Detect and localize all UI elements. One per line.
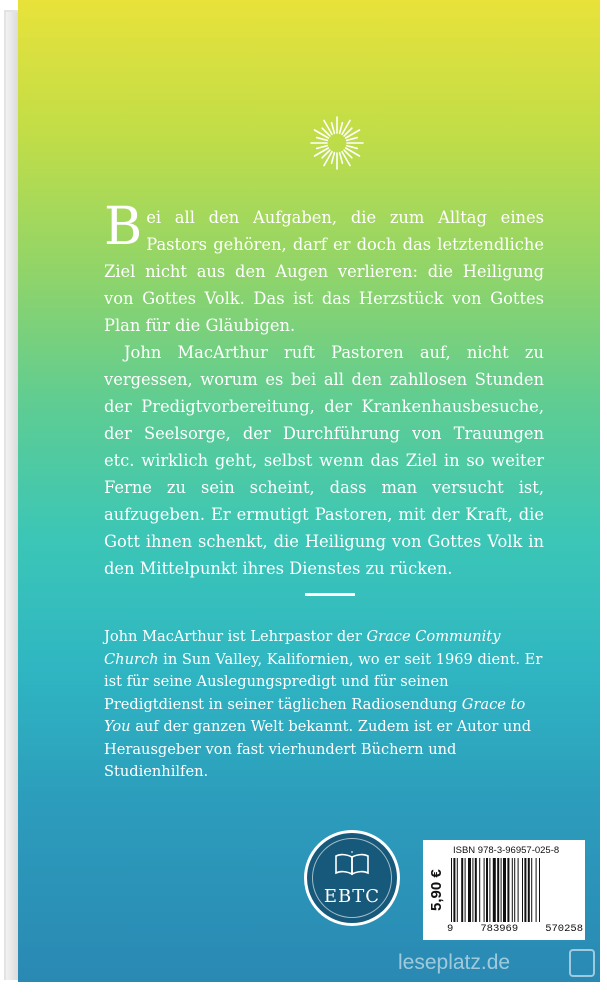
- drop-cap: B: [104, 197, 143, 257]
- section-divider: [305, 593, 355, 596]
- blurb-paragraph-1: [104, 197, 544, 339]
- barcode-box: [423, 840, 585, 940]
- book-back-cover: [18, 0, 600, 982]
- barcode-bars: [451, 858, 579, 922]
- sunburst-icon: [309, 115, 365, 171]
- bio-church-name: Grace Community Church: [104, 628, 501, 668]
- barcode-digit-group-2: 783969: [480, 923, 519, 935]
- book-watermark-icon: [569, 949, 595, 977]
- isbn-label: ISBN 978-3-96957-025-8: [453, 845, 560, 856]
- publisher-logo: [304, 830, 400, 926]
- barcode-digit-group-1: 9: [447, 923, 454, 935]
- bio-part-1: John MacArthur ist Lehrpastor der: [104, 628, 367, 645]
- barcode-digit-group-3: 570258: [545, 923, 583, 935]
- blurb-paragraph-2: John MacArthur ruft Pastoren auf, nicht zu vergessen, worum es bei all den zahllosen Stunden der Predigtvorbereitung, der Krankenhausbesuche, der Seelsorge, der Durchführung von Trauungen etc. wirklich geht, selbst wenn das Ziel in so weiter Ferne zu sein scheint, dass man versucht ist, aufzugeben. Er ermutigt Pastoren, mit der Kraft, die Gott ihnen schenkt, die Heiligung von Gottes Volk in den Mittelpunkt ihres Dienstes zu rücken.: [104, 343, 544, 578]
- barcode-digits: [447, 923, 583, 935]
- watermark-text: leseplatz.de: [398, 951, 511, 974]
- bio-part-2: in Sun Valley, Kalifornien, wo er seit 1969 dient. Er ist für seine Auslegungspredigt und für seinen Predigtdienst in seiner täglichen Radiosendung: [104, 650, 543, 713]
- open-book-icon: [334, 851, 370, 879]
- author-bio: [104, 626, 549, 784]
- bio-part-3: auf der ganzen Welt bekannt. Zudem ist er Autor und Herausgeber von fast vierhundert Büchern und Studienhilfen.: [104, 718, 532, 780]
- blurb-text: [104, 197, 544, 582]
- bio-radio-name: Grace to You: [104, 695, 526, 735]
- blurb-paragraph-1-text: ei all den Aufgaben, die zum Alltag eines Pastors gehören, darf er doch das letztendliche Ziel nicht aus den Augen verlieren: die Heiligung von Gottes Volk. Das ist das Herzstück von Gottes Plan für die Gläubigen.: [104, 208, 544, 335]
- logo-text: EBTC: [323, 886, 381, 907]
- price-label: 5,90 €: [428, 869, 445, 911]
